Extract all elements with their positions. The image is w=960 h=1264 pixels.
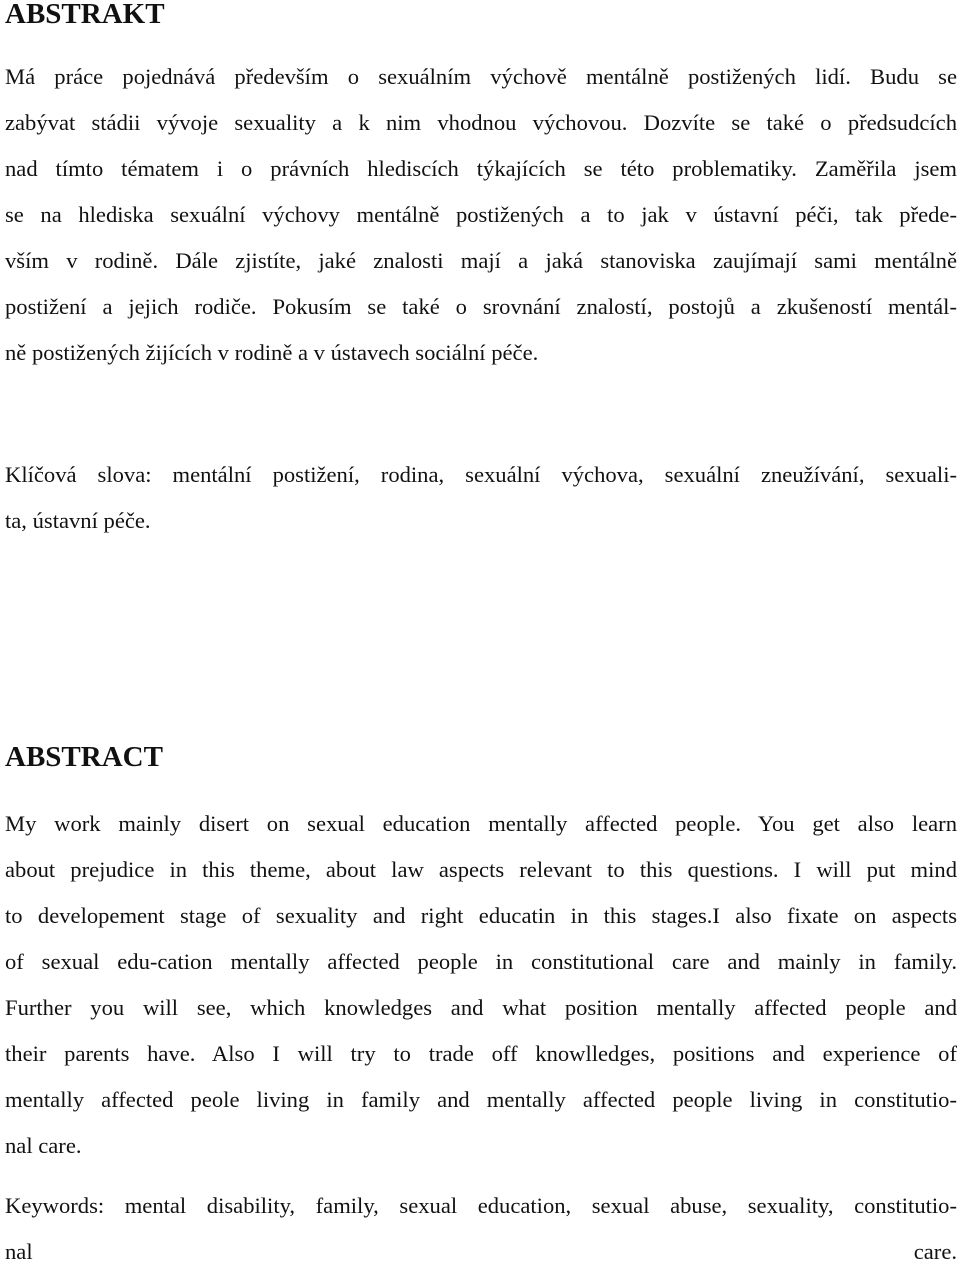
abstract-line-3: to developement stage of sexuality and right educatin in this stages.I also fixate on aspects xyxy=(5,905,957,928)
abstract-heading: ABSTRACT xyxy=(5,741,163,773)
abstrakt-heading: ABSTRAKT xyxy=(5,0,165,30)
abstrakt-line-3: nad tímto tématem i o právních hlediscích týkajících se této problematiky. Zaměřila jsem xyxy=(5,158,957,181)
abstract-line-6: their parents have. Also I will try to trade off knowlledges, positions and experience of xyxy=(5,1043,957,1066)
abstrakt-line-5: vším v rodině. Dále zjistíte, jaké znalosti mají a jaká stanoviska zaujímají sami mentálně xyxy=(5,250,957,273)
abstrakt-line-4: se na hlediska sexuální výchovy mentálně postižených a to jak v ústavní péči, tak přede- xyxy=(5,204,957,227)
abstract-line-1: My work mainly disert on sexual education mentally affected people. You get also learn xyxy=(5,813,957,836)
abstract-keywords-line-1: Keywords: mental disability, family, sexual education, sexual abuse, sexuality, constitutio- xyxy=(5,1195,957,1218)
abstrakt-line-2: zabývat stádii vývoje sexuality a k nim vhodnou výchovou. Dozvíte se také o předsudcích xyxy=(5,112,957,135)
abstract-keywords-line-2: nal care. xyxy=(5,1241,957,1264)
abstrakt-keywords-line-2: ta, ústavní péče. xyxy=(5,510,151,533)
abstrakt-line-6: postižení a jejich rodiče. Pokusím se také o srovnání znalostí, postojů a zkušeností mentál- xyxy=(5,296,957,319)
abstract-line-5: Further you will see, which knowledges and what position mentally affected people and xyxy=(5,997,957,1020)
abstrakt-keywords-line-1: Klíčová slova: mentální postižení, rodina, sexuální výchova, sexuální zneužívání, sexuali- xyxy=(5,464,957,487)
abstrakt-line-7: ně postižených žijících v rodině a v ústavech sociální péče. xyxy=(5,342,539,365)
abstract-line-4: of sexual edu-cation mentally affected people in constitutional care and mainly in family. xyxy=(5,951,957,974)
abstract-line-7: mentally affected peole living in family and mentally affected people living in constitutio- xyxy=(5,1089,957,1112)
abstract-line-2: about prejudice in this theme, about law aspects relevant to this questions. I will put mind xyxy=(5,859,957,882)
abstract-line-8: nal care. xyxy=(5,1135,82,1158)
abstrakt-line-1: Má práce pojednává především o sexuálním výchově mentálně postižených lidí. Budu se xyxy=(5,66,957,89)
